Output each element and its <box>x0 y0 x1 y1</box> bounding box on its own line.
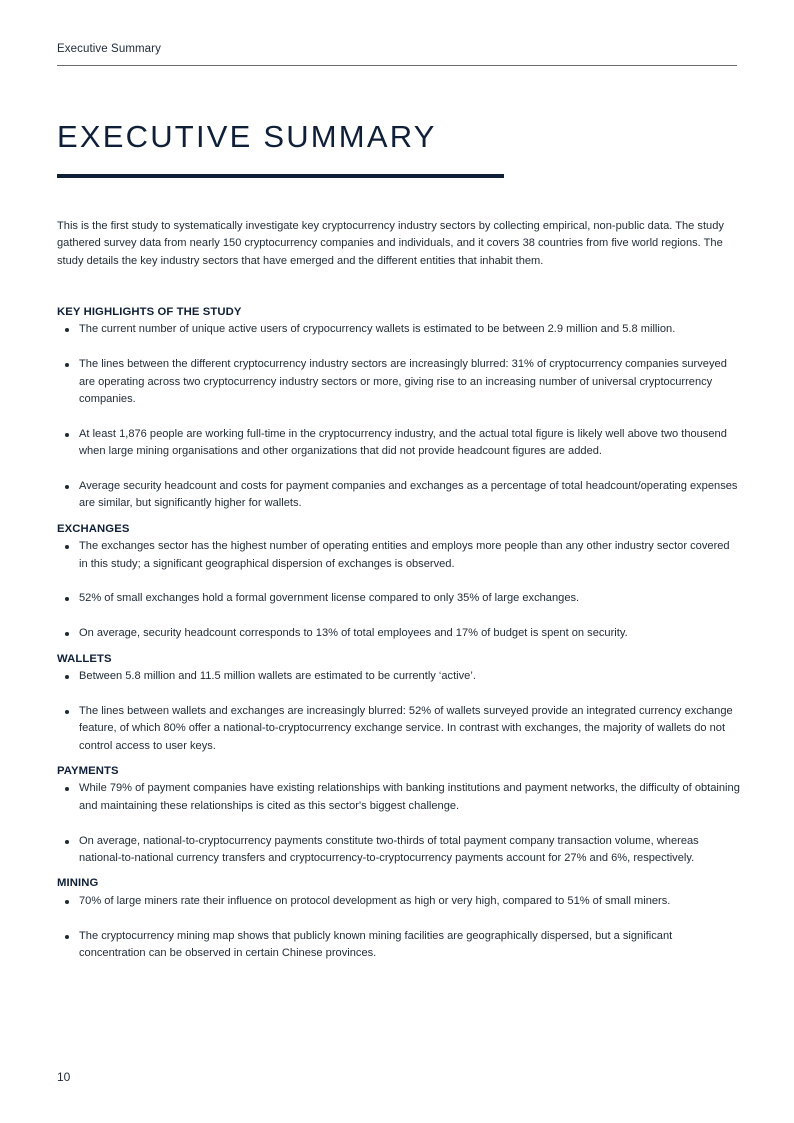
running-header: Executive Summary <box>57 43 161 55</box>
bullet-icon <box>65 485 69 489</box>
list-item <box>57 478 741 513</box>
list-item <box>57 356 741 408</box>
highlights-content <box>57 304 741 971</box>
section-mining <box>57 875 741 962</box>
list-item <box>57 668 741 685</box>
list-item-text: On average, national-to-cryptocurrency payments constitute two-thirds of total payment company transaction volume, whereas national-to-national currency transfers and cryptocurrency-to-cryptocurrency payments account for 27% and 6%, respectively. <box>79 834 699 865</box>
bullet-list <box>57 668 741 755</box>
bullet-icon <box>65 710 69 714</box>
bullet-icon <box>65 900 69 904</box>
bullet-list <box>57 893 741 963</box>
list-item-text: The cryptocurrency mining map shows that publicly known mining facilities are geographically dispersed, but a significant concentration can be observed in certain Chinese provinces. <box>79 929 673 960</box>
bullet-icon <box>65 328 69 332</box>
header-divider <box>57 65 737 66</box>
section-heading: PAYMENTS <box>57 765 119 778</box>
bullet-icon <box>65 840 69 844</box>
bullet-icon <box>65 545 69 549</box>
bullet-icon <box>65 363 69 367</box>
section-exchanges <box>57 521 741 643</box>
list-item-text: While 79% of payment companies have existing relationships with banking institutions and payment networks, the difficulty of obtaining and maintaining these relationships is cited as this sector's biggest challenge. <box>79 782 740 812</box>
list-item <box>57 625 741 642</box>
section-heading: KEY HIGHLIGHTS OF THE STUDY <box>57 306 242 318</box>
section-heading: EXCHANGES <box>57 522 130 535</box>
list-item <box>57 780 741 815</box>
section-key-highlights-of-the-study <box>57 304 741 513</box>
list-item-text: At least 1,876 people are working full-time in the cryptocurrency industry, and the actual total figure is likely well above two thousend when large mining organisations and other organizations that did not provide headcount figures are added. <box>79 427 727 458</box>
list-item-text: The lines between wallets and exchanges are increasingly blurred: 52% of wallets surveyed provide an integrated currency exchange feature, of which 80% offer a national-to-cryptocurrency exchange service. In contrast with exchanges, the majority of wallets do not control access to user keys. <box>79 704 733 752</box>
bullet-icon <box>65 787 69 791</box>
list-item <box>57 538 741 573</box>
section-wallets <box>57 651 741 755</box>
list-item <box>57 590 741 607</box>
list-item-text: The current number of unique active users of crypocurrency wallets is estimated to be between 2.9 million and 5.8 million. <box>79 323 676 336</box>
list-item-text: Between 5.8 million and 11.5 million wallets are estimated to be currently ‘active’. <box>79 670 476 683</box>
page-number: 10 <box>57 1070 71 1084</box>
bullet-list <box>57 538 741 642</box>
bullet-icon <box>65 675 69 679</box>
list-item <box>57 321 741 338</box>
list-item-text: 52% of small exchanges hold a formal government license compared to only 35% of large exchanges. <box>79 592 580 605</box>
intro-paragraph: This is the first study to systematically investigate key cryptocurrency industry sectors by collecting empirical, non-public data. The study gathered survey data from nearly 150 cryptocurrency companies and individuals, and it covers 38 countries from five world regions. The study details the key industry sectors that have emerged and the different entities that inhabit them. <box>57 220 724 267</box>
bullet-icon <box>65 632 69 636</box>
bullet-icon <box>65 935 69 939</box>
page-title: EXECUTIVE SUMMARY <box>57 119 437 154</box>
section-payments <box>57 763 741 867</box>
list-item-text: On average, security headcount corresponds to 13% of total employees and 17% of budget is spent on security. <box>79 627 628 640</box>
list-item <box>57 928 741 963</box>
bullet-icon <box>65 433 69 437</box>
list-item <box>57 833 741 868</box>
list-item-text: The exchanges sector has the highest number of operating entities and employs more people than any other industry sector covered in this study; a significant geographical dispersion of exchanges is observed. <box>79 540 730 570</box>
list-item-text: The lines between the different cryptocurrency industry sectors are increasingly blurred: 31% of cryptocurrency companies surveyed are operating across two cryptocurrency industry sectors or more, giving rise to an increasing number of universal cryptocurrency companies. <box>79 358 727 406</box>
list-item <box>57 893 741 910</box>
section-heading: MINING <box>57 877 99 890</box>
bullet-list <box>57 780 741 867</box>
list-item <box>57 703 741 755</box>
list-item-text: 70% of large miners rate their influence on protocol development as high or very high, compared to 51% of small miners. <box>79 894 671 907</box>
list-item-text: Average security headcount and costs for payment companies and exchanges as a percentage of total headcount/operating expenses are similar, but significantly higher for wallets. <box>79 480 738 510</box>
section-heading: WALLETS <box>57 652 112 665</box>
list-item <box>57 426 741 461</box>
title-underline-bar <box>57 174 504 178</box>
bullet-icon <box>65 597 69 601</box>
bullet-list <box>57 321 741 512</box>
